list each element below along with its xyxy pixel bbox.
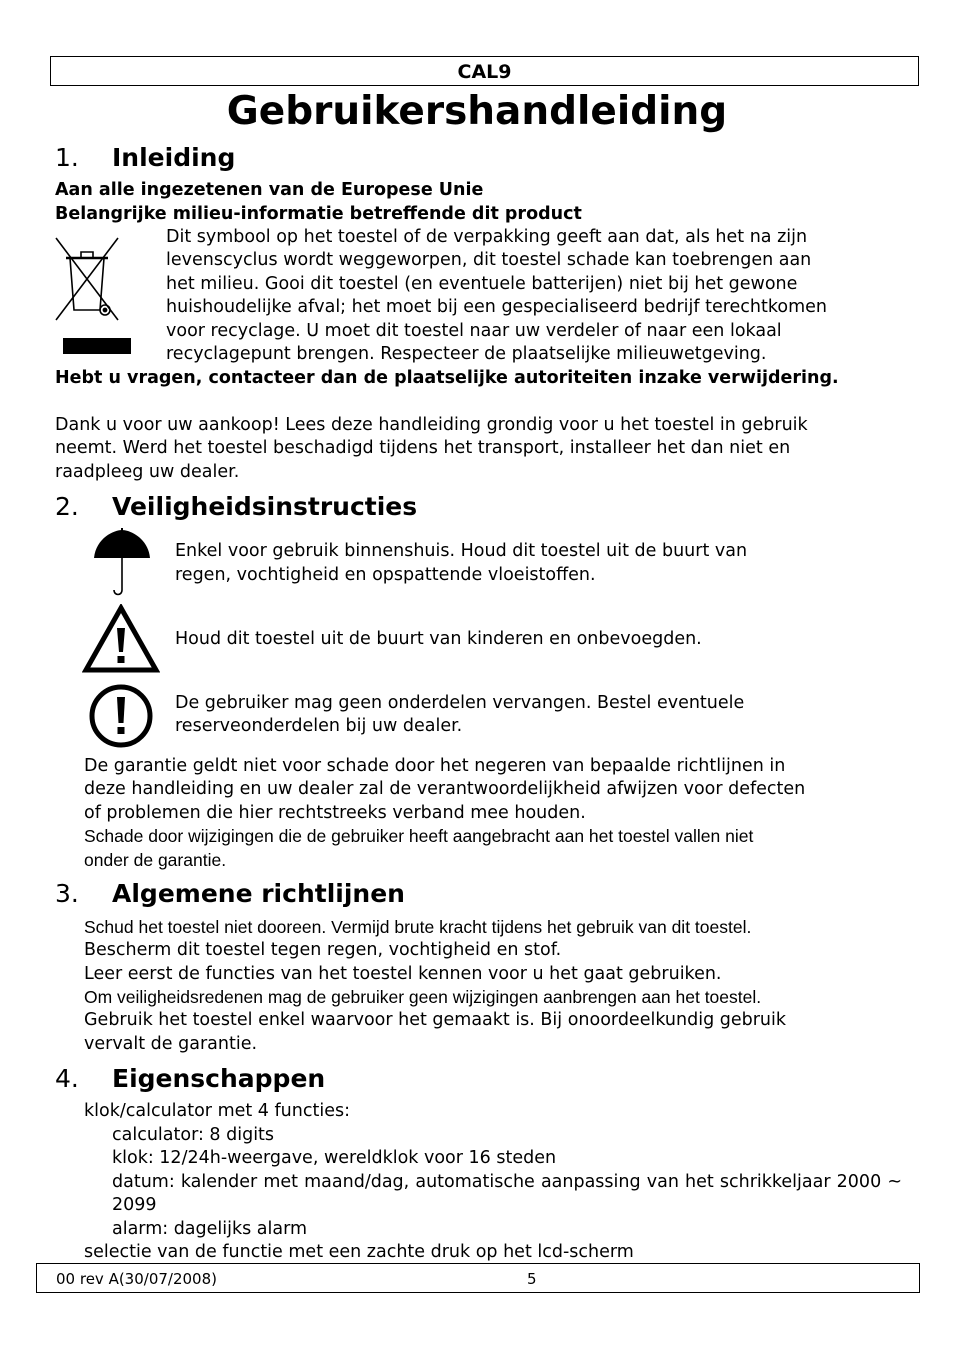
text-line: voor recyclage. U moet dit toestel naar uw verdeler of naar een lokaal [166,321,782,341]
revision-label: 00 rev A(30/07/2008) [56,1270,217,1288]
parts-line: reserveonderdelen bij uw dealer. [175,716,463,736]
subheading-environment: Belangrijke milieu-informatie betreffende dit product [55,204,582,224]
section-title: Veiligheidsinstructies [112,492,418,521]
guideline-line: Schud het toestel niet dooreen. Vermijd brute kracht tijdens het gebruik van dit toestel. [84,917,752,937]
text-line: Dit symbool op het toestel of de verpakking geeft aan dat, als het na zijn [166,227,808,247]
feature-item: datum: kalender met maand/dag, automatische aanpassing van het schrikkeljaar 2000 ~ 2099 [112,1172,902,1216]
section-title: Eigenschappen [112,1064,326,1093]
indoor-use-line: regen, vochtigheid en opspattende vloeistoffen. [175,565,596,585]
feature-item: calculator: 8 digits [112,1125,275,1145]
umbrella-icon [92,528,152,598]
warning-triangle-icon [82,604,160,674]
section-title: Algemene richtlijnen [112,879,405,908]
text-line: recyclagepunt brengen. Respecteer de plaatselijke milieuwetgeving. [166,344,767,364]
section-number: 4. [55,1064,79,1093]
parts-line: De gebruiker mag geen onderdelen vervangen. Bestel eventuele [175,693,745,713]
text-line: Schade door wijzigingen die de gebruiker heeft aangebracht aan het toestel vallen niet [84,826,754,846]
feature-item: alarm: dagelijks alarm [112,1219,308,1239]
text-line: neemt. Werd het toestel beschadigd tijdens het transport, installeer het dan niet en [55,438,791,458]
guideline-line: Leer eerst de functies van het toestel kennen voor u het gaat gebruiken. [84,964,722,984]
text-line: deze handleiding en uw dealer zal de verantwoordelijkheid afwijzen voor defecten [84,779,806,799]
guideline-line: Om veiligheidsredenen mag de gebruiker geen wijzigingen aanbrengen aan het toestel. [84,987,762,1007]
text-line: of problemen die hier rechtstreeks verband mee houden. [84,803,586,823]
indoor-use-line: Enkel voor gebruik binnenshuis. Houd dit toestel uit de buurt van [175,541,748,561]
contact-authorities-line: Hebt u vragen, contacteer dan de plaatselijke autoriteiten inzake verwijdering. [55,368,839,388]
crossed-out-wheelie-bin-icon [52,234,138,358]
text-line: het milieu. Gooi dit toestel (en eventuele batterijen) niet bij het gewone [166,274,798,294]
text-line: raadpleeg uw dealer. [55,462,240,482]
section-number: 2. [55,492,79,521]
children-warning-line: Houd dit toestel uit de buurt van kinderen en onbevoegden. [175,629,702,649]
footer-box [36,1263,920,1293]
header-box [50,56,919,86]
features-intro: klok/calculator met 4 functies: [84,1101,350,1121]
section-title: Inleiding [112,143,236,172]
subheading-eu: Aan alle ingezetenen van de Europese Unie [55,180,484,200]
exclamation-circle-icon [88,683,154,749]
text-line: De garantie geldt niet voor schade door het negeren van bepaalde richtlijnen in [84,756,786,776]
feature-selection: selectie van de functie met een zachte druk op het lcd-scherm [84,1242,634,1262]
guideline-line: Gebruik het toestel enkel waarvoor het gemaakt is. Bij onoordeelkundig gebruik [84,1010,787,1030]
text-line: levenscyclus wordt weggeworpen, dit toestel schade kan toebrengen aan [166,250,812,270]
text-line: Dank u voor uw aankoop! Lees deze handleiding grondig voor u het toestel in gebruik [55,415,808,435]
feature-item: klok: 12/24h-weergave, wereldklok voor 16 steden [112,1148,557,1168]
guideline-line: Bescherm dit toestel tegen regen, vochtigheid en stof. [84,940,562,960]
page-number: 5 [527,1270,537,1288]
text-line: onder de garantie. [84,850,227,870]
text-line: huishoudelijke afval; het moet bij een gespecialiseerd bedrijf terechtkomen [166,297,827,317]
page-title: Gebruikershandleiding [226,89,728,134]
product-code: CAL9 [457,61,512,83]
guideline-line: vervalt de garantie. [84,1034,258,1054]
section-number: 3. [55,879,79,908]
section-number: 1. [55,143,79,172]
